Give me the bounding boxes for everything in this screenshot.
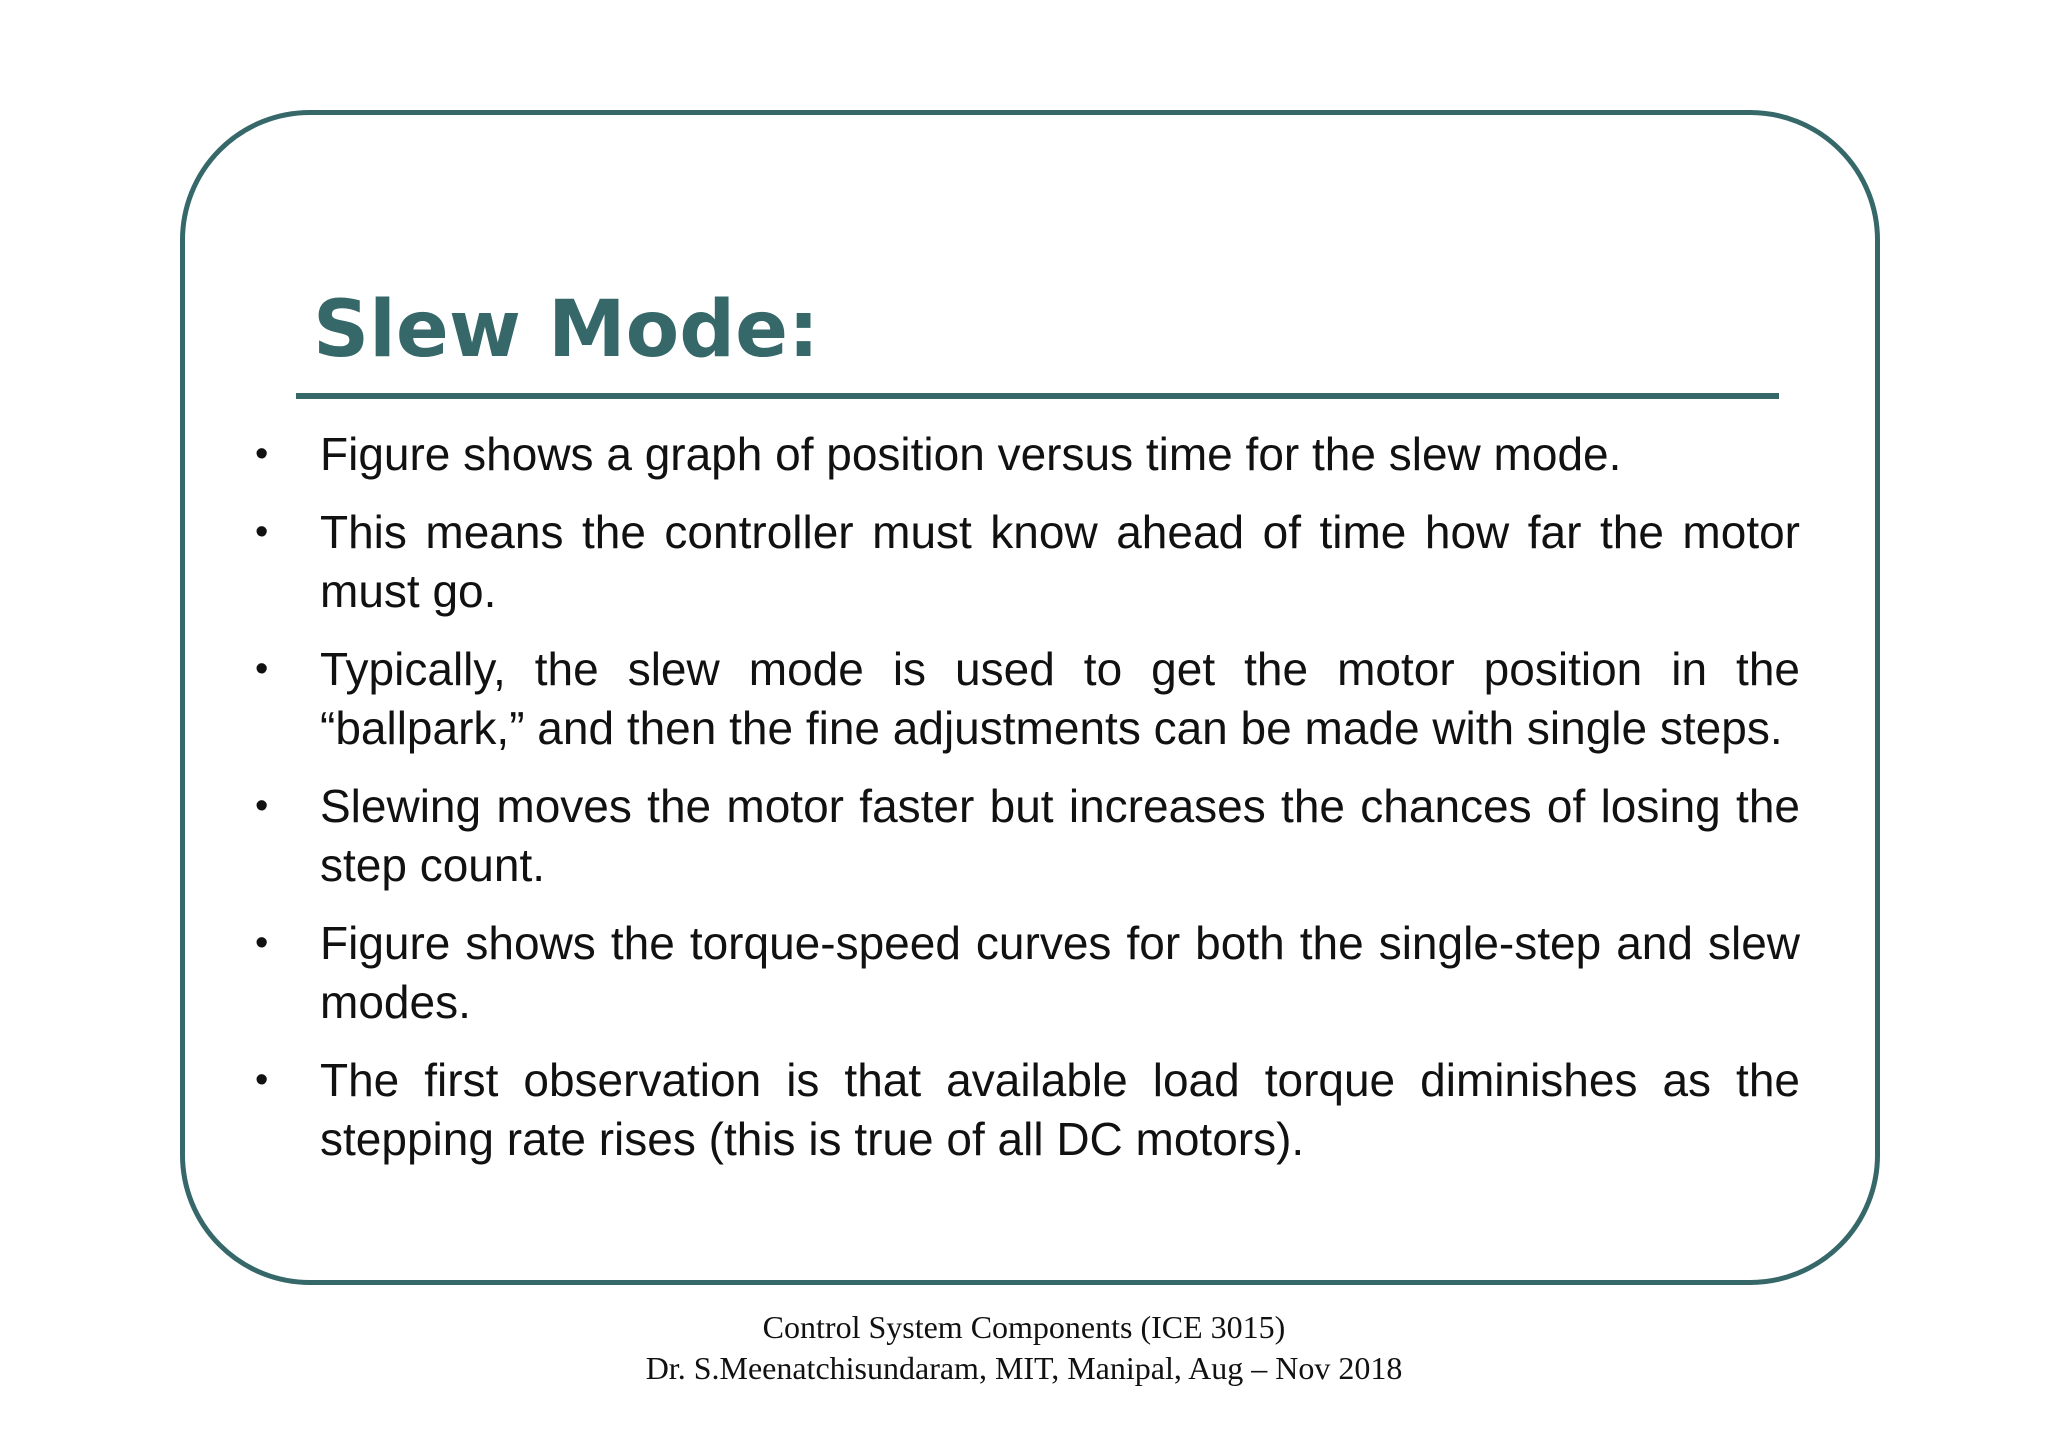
bullet-text: This means the controller must know ahead of time how far the motor must go. [320,506,1800,617]
slide-title: Slew Mode: [313,285,820,375]
footer-course: Control System Components (ICE 3015) [762,1309,1286,1345]
title-underline [296,393,1779,399]
bullet-icon: • [255,1059,269,1101]
bullet-icon: • [255,922,269,964]
bullet-text: Figure shows the torque-speed curves for both the single-step and slew modes. [320,917,1800,1028]
bullet-icon: • [255,433,269,475]
list-item [255,425,1800,484]
bullet-icon: • [255,785,269,827]
list-item [255,503,1800,621]
bullet-text: Figure shows a graph of position versus time for the slew mode. [320,428,1622,480]
bullet-text: Slewing moves the motor faster but increases the chances of losing the step count. [320,780,1800,891]
list-item [255,640,1800,758]
bullet-list [255,425,1800,1188]
bullet-icon: • [255,511,269,553]
list-item [255,777,1800,895]
footer-author: Dr. S.Meenatchisundaram, MIT, Manipal, Aug – Nov 2018 [645,1350,1403,1386]
bullet-text: The first observation is that available load torque diminishes as the stepping rate rises (this is true of all DC motors). [320,1054,1800,1165]
bullet-icon: • [255,648,269,690]
list-item [255,1051,1800,1169]
bullet-text: Typically, the slew mode is used to get the motor position in the “ballpark,” and then the fine adjustments can be made with single steps. [320,643,1800,754]
list-item [255,914,1800,1032]
